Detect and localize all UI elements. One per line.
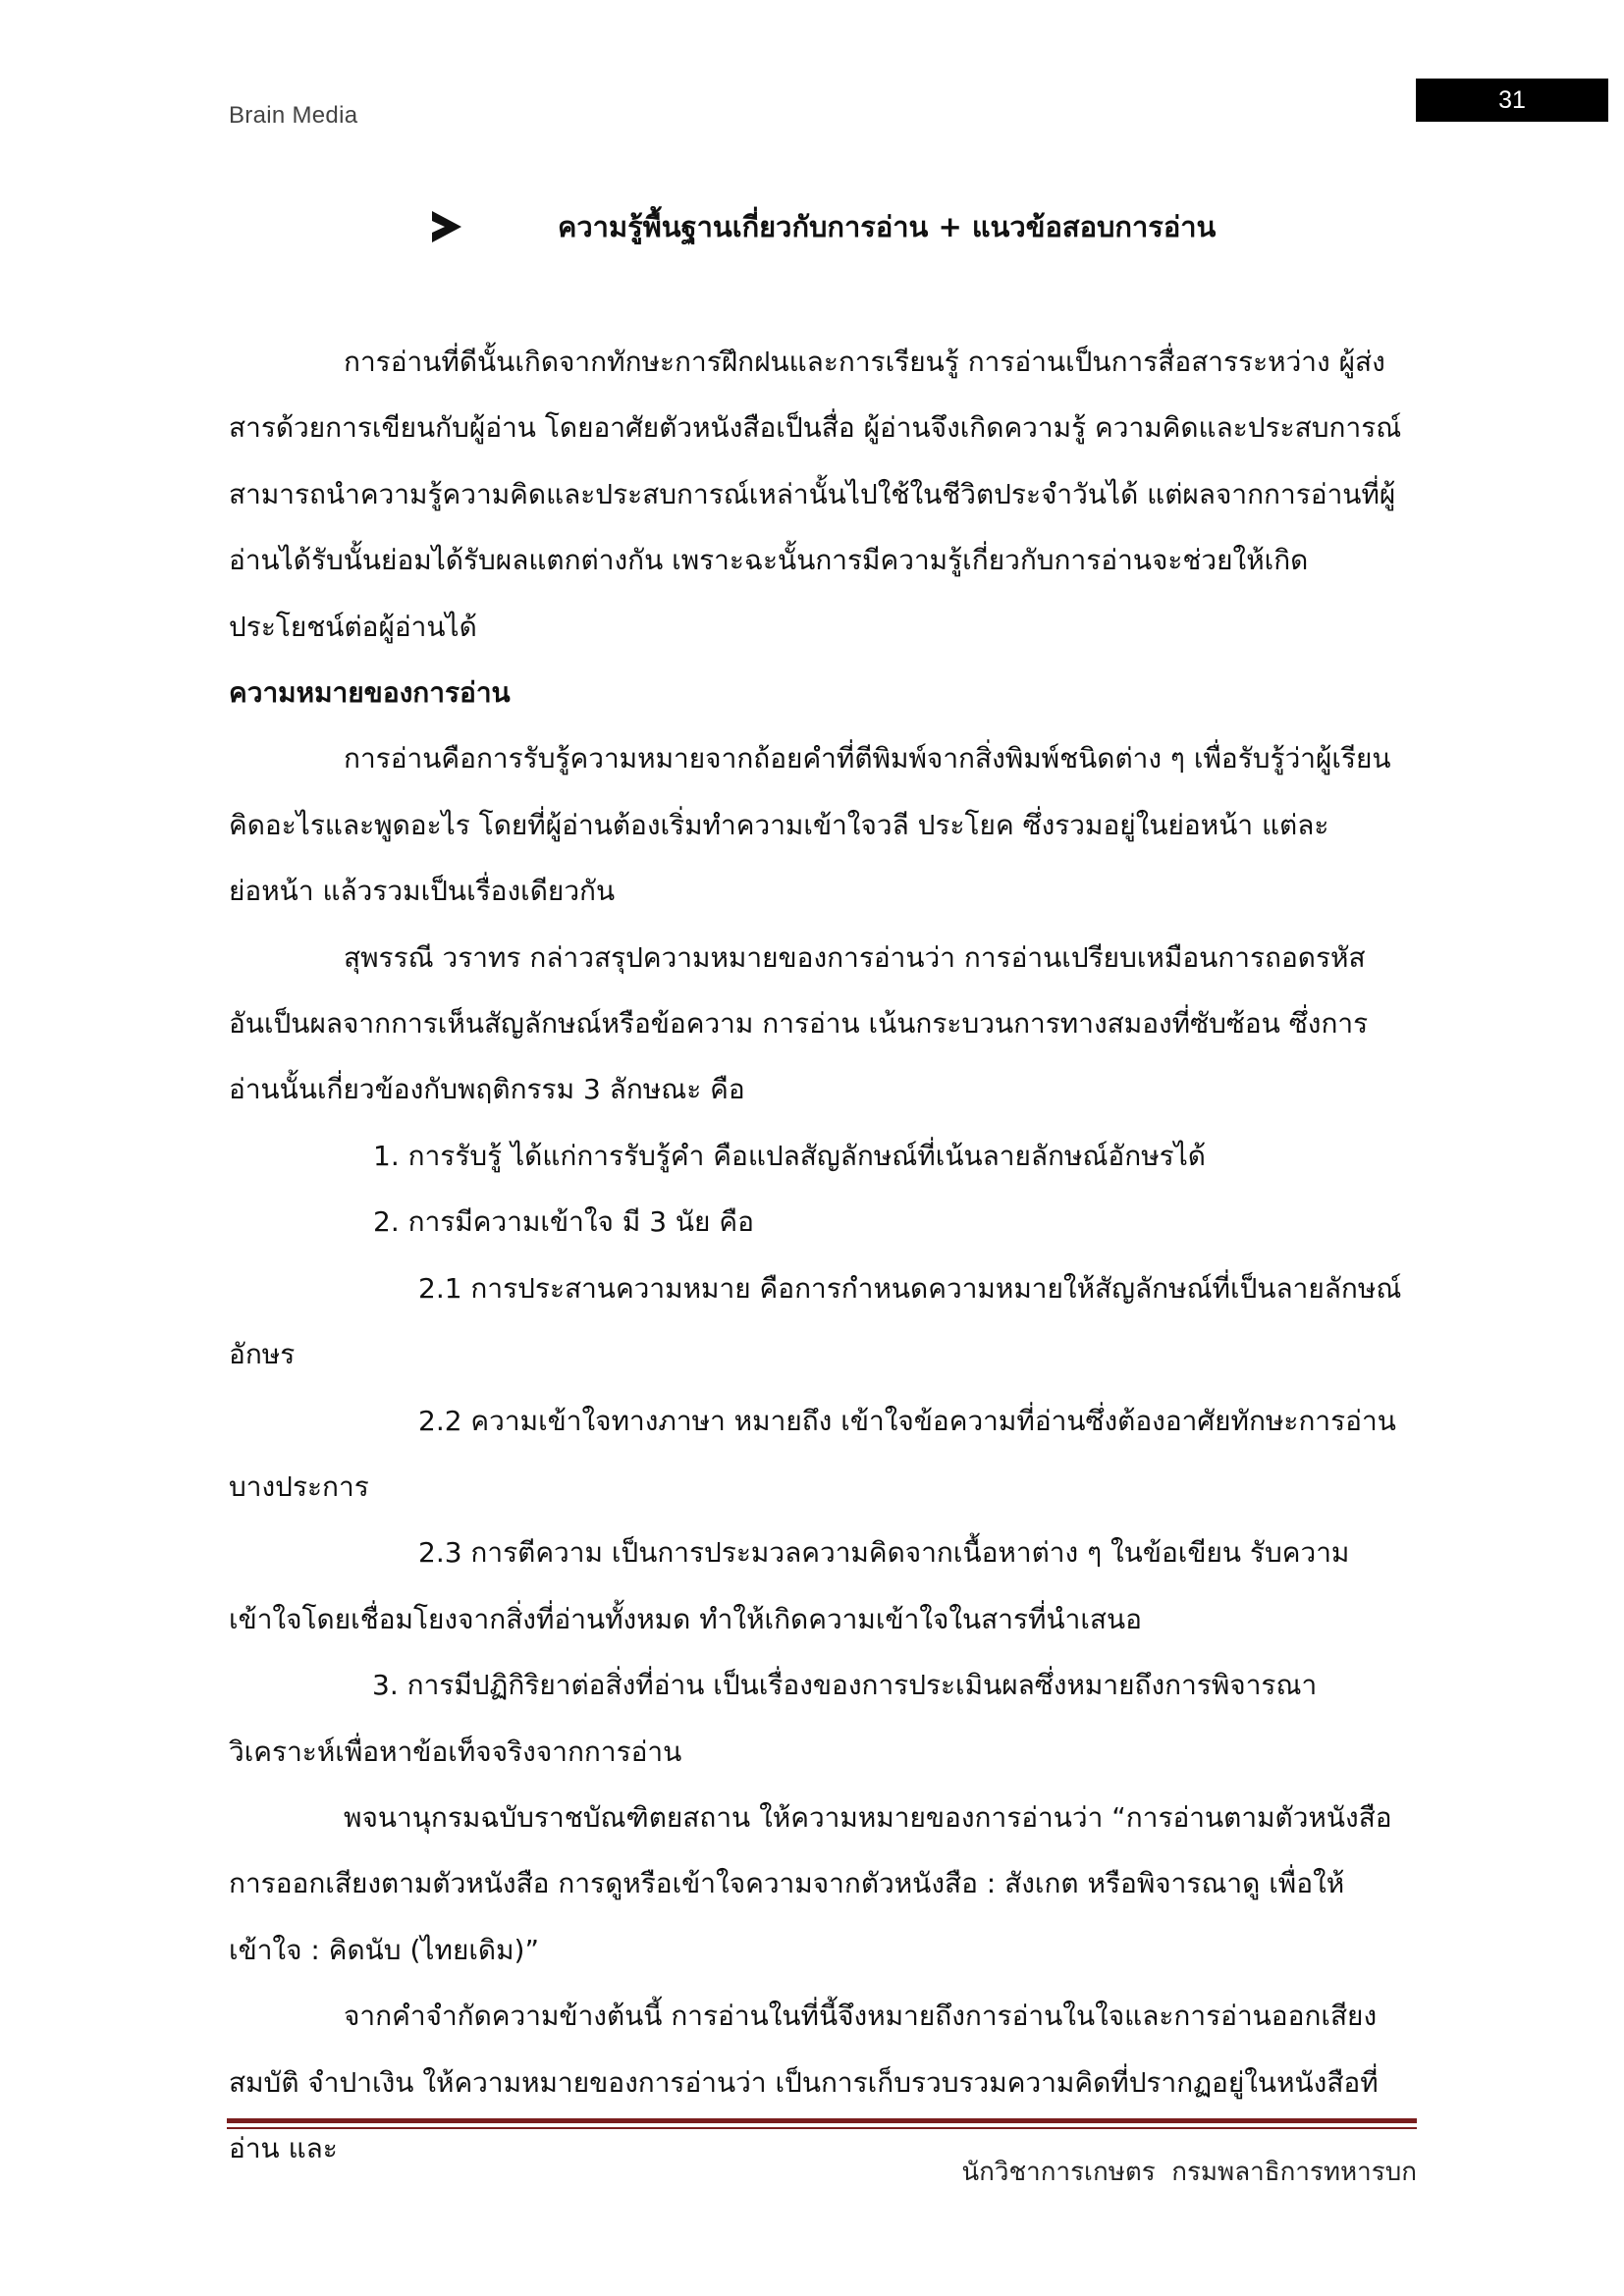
suphan-paragraph: สุพรรณี วราทร กล่าวสรุปความหมายของการอ่านว่า การอ่านเปรียบเหมือนการถอดรหัส อันเป็นผลจากการเห็นสัญลักษณ์หรือข้อความ การอ่าน เน้นกระบวนการทางสมองที่ซับซ้อน ซึ่งการอ่านนั้นเกี่ยวข้องกับพฤติกรรม 3 ลักษณะ คือ	[229, 940, 1369, 1106]
brand-name: Brain Media	[229, 102, 358, 129]
definition-paragraph: การอ่านคือการรับรู้ความหมายจากถ้อยคำที่ตีพิมพ์จากสิ่งพิมพ์ชนิดต่าง ๆ เพื่อรับรู้ว่าผู้เรียนคิดอะไรและพูดอะไร โดยที่ผู้อ่านต้องเริ่มทำความเข้าใจวลี ประโยค ซึ่งรวมอยู่ในย่อหน้า แต่ละย่อหน้า แล้วรวมเป็นเรื่องเดียวกัน	[229, 742, 1391, 908]
list-item-2-2: 2.2 ความเข้าใจทางภาษา หมายถึง เข้าใจข้อความที่อ่านซึ่งต้องอาศัยทักษะการอ่านบางประการ	[229, 1404, 1396, 1503]
page-number: 31	[1416, 79, 1608, 122]
closing-paragraph: จากคำจำกัดความข้างต้นนี้ การอ่านในที่นี้จึงหมายถึงการอ่านในใจและการอ่านออกเสียง สมบัติ จำปาเงิน ให้ความหมายของการอ่านว่า เป็นการเก็บรวบรวมความคิดที่ปรากฏอยู่ในหนังสือที่อ่าน และ	[229, 2000, 1379, 2164]
list-item-1: 1. การรับรู้ ได้แก่การรับรู้คำ คือแปลสัญลักษณ์ที่เน้นลายลักษณ์อักษรได้	[373, 1139, 1206, 1172]
heading-title: ความรู้พื้นฐานเกี่ยวกับการอ่าน + แนวข้อสอบการอ่าน	[558, 210, 1217, 243]
list-item-2-1: 2.1 การประสานความหมาย คือการกำหนดความหมายให้สัญลักษณ์ที่เป็นลายลักษณ์อักษร	[229, 1271, 1402, 1371]
section-title: ความหมายของการอ่าน	[229, 676, 511, 710]
footer-rule-thin	[227, 2127, 1417, 2129]
document-body	[229, 329, 1405, 2181]
list-item-3: 3. การมีปฏิกิริยาต่อสิ่งที่อ่าน เป็นเรื่องของการประเมินผลซึ่งหมายถึงการพิจารณา วิเคราะห์เพื่อหาข้อเท็จจริงจากการอ่าน	[229, 1669, 1318, 1768]
intro-paragraph: การอ่านที่ดีนั้นเกิดจากทักษะการฝึกฝนและการเรียนรู้ การอ่านเป็นการสื่อสารระหว่าง ผู้ส่งสารด้วยการเขียนกับผู้อ่าน โดยอาศัยตัวหนังสือเป็นสื่อ ผู้อ่านจึงเกิดความรู้ ความคิดและประสบการณ์ สามารถนำความรู้ความคิดและประสบการณ์เหล่านั้นไปใช้ในชีวิตประจำวันได้ แต่ผลจากการอ่านที่ผู้อ่านได้รับนั้นย่อมได้รับผลแตกต่างกัน เพราะฉะนั้นการมีความรู้เกี่ยวกับการอ่านจะช่วยให้เกิดประโยชน์ต่อผู้อ่านได้	[229, 346, 1402, 643]
list-item-2: 2. การมีความเข้าใจ มี 3 นัย คือ	[373, 1205, 754, 1239]
footer-text: นักวิชาการเกษตร กรมพลาธิการทหารบก	[961, 2158, 1417, 2187]
footer-rule-thick	[227, 2118, 1417, 2123]
arrowhead-bullet-icon	[432, 211, 461, 242]
dictionary-paragraph: พจนานุกรมฉบับราชบัณฑิตยสถาน ให้ความหมายของการอ่านว่า “การอ่านตามตัวหนังสือ การออกเสียงตามตัวหนังสือ การดูหรือเข้าใจความจากตัวหนังสือ : สังเกต หรือพิจารณาดู เพื่อให้เข้าใจ : คิดนับ (ไทยเดิม)”	[229, 1800, 1392, 1966]
list-item-2-3: 2.3 การตีความ เป็นการประมวลความคิดจากเนื้อหาต่าง ๆ ในข้อเขียน รับความเข้าใจโดยเชื่อมโยงจากสิ่งที่อ่านทั้งหมด ทำให้เกิดความเข้าใจในสารที่นำเสนอ	[229, 1536, 1350, 1635]
page-heading	[432, 202, 1216, 251]
